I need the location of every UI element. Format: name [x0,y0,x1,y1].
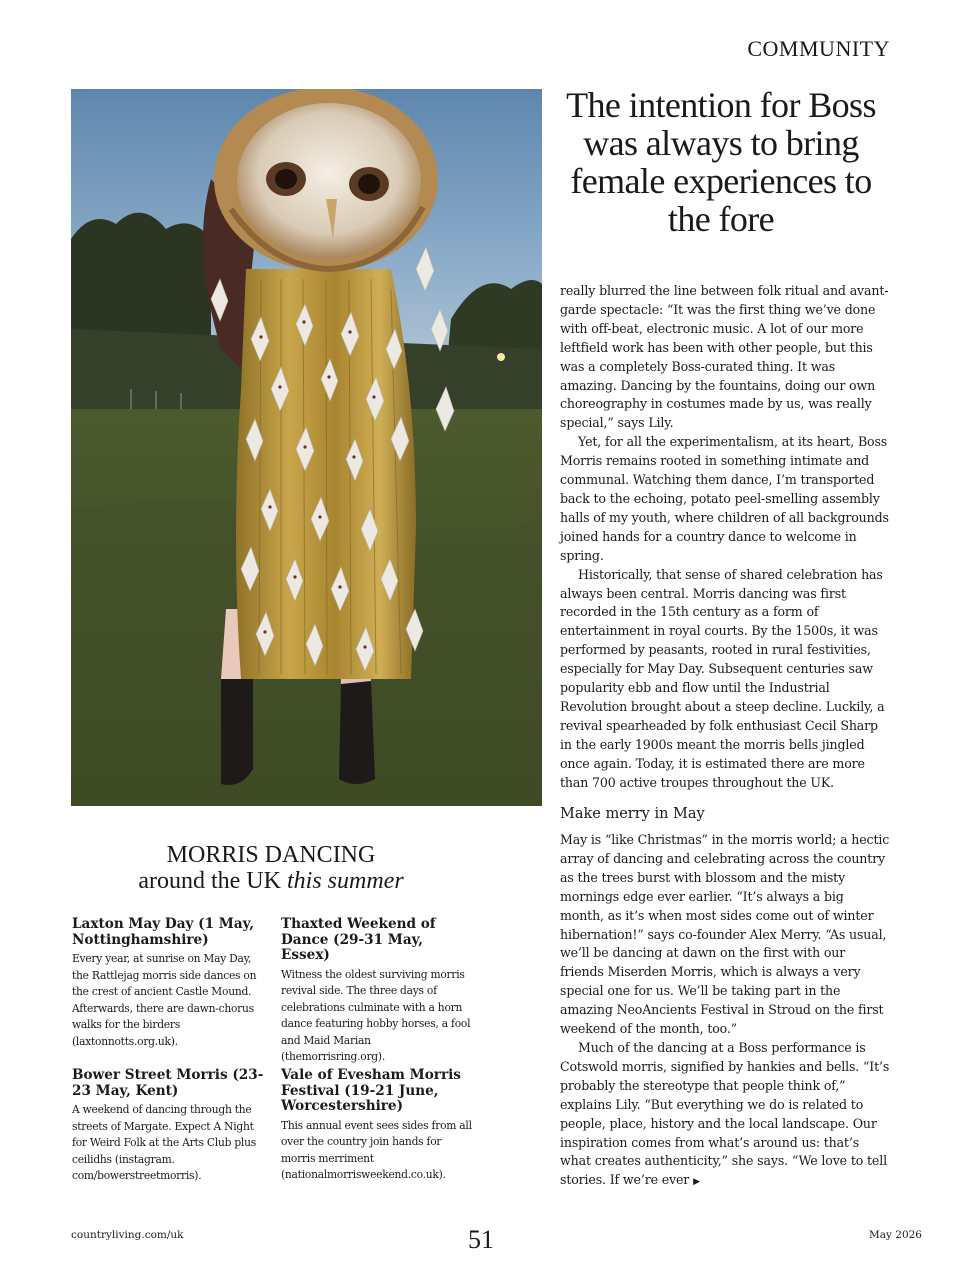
event-entry-laxton [72,917,264,1051]
footer-url[interactable]: countryliving.com/uk [71,1229,184,1241]
box-title [71,842,471,894]
article-paragraph: Yet, for all the experimentalism, at its heart, Boss Morris remains rooted in something intimate and communal. Watching them dance, I’m transported back to the echoing, potato peel-smelling assembly halls of my youth, where children of all backgrounds joined hands for a country dance to welcome in spring. [560,434,889,563]
article-paragraph: really blurred the line between folk ritual and avant-garde spectacle: “It was the first thing we’ve done with off-beat, electronic music. A lot of our more leftfield work has been with other people, but this was a completely Boss-curated thing. It was amazing. Dancing by the fountains, doing our own choreography in costumes made by us, was really special,” says Lily. [560,283,889,431]
event-text: Every year, at sunrise on May Day, the Rattlejag morris side dances on the crest of ancient Castle Mound. Afterwards, there are dawn-chorus walks for the birders (laxtonnotts.org.uk). [72,952,257,1048]
event-title: Vale of Evesham Morris Festival (19-21 June, Worcestershire) [281,1067,461,1114]
event-entry-thaxted [281,917,473,1066]
article-paragraph-continued [560,1039,890,1192]
page-number: 51 [468,1225,494,1254]
event-entry-evesham [281,1068,473,1184]
article-paragraph: May is “like Christmas” in the morris world; a hectic array of dancing and celebrating across the country as the trees burst with blossom and the misty mornings edge ever earlier. “It’s always a big month, as it’s when most sides come out of winter hibernation!” says co-founder Alex Merry. “As usual, we’ll be dancing at dawn on the first with our friends Miserden Morris, which is always a very special one for us. We’ll be taking part in the amazing NeoAncients Festival in Stroud on the first weekend of the month, too.” [560,832,890,1037]
article-column-b [560,831,890,1192]
box-title-italic: this summer [286,868,404,894]
event-entry-bower-street [72,1068,264,1185]
box-title-line1: MORRIS DANCING [166,842,376,868]
event-title: Bower Street Morris (23-23 May, Kent) [72,1067,264,1099]
event-text: This annual event sees sides from all over the country join hands for morris merriment (nationalmorrisweekend.co.uk). [281,1118,472,1182]
event-text: Witness the oldest surviving morris revival side. The three days of celebrations culminate with a horn dance featuring hobby horses, a fool and Maid Marian (themorrisring.org). [281,967,471,1064]
article-column-a [560,282,890,792]
article-paragraph: Historically, that sense of shared celebration has always been central. Morris dancing was first recorded in the 15th century as a form of entertainment in royal courts. By the 1500s, it was performed by peasants, rooted in rural festivities, especially for May Day. Subsequent centuries saw popularity ebb and flow until the Industrial Revolution brought about a steep decline. Luckily, a revival spearheaded by folk enthusiast Cecil Sharp in the early 1900s meant the morris bells jingled once again. Today, it is estimated there are more than 700 active troupes throughout the UK. [560,566,885,790]
pull-quote: The intention for Boss was always to bring female experiences to the fore [566,85,876,239]
footer-date: May 2026 [868,1229,922,1241]
section-tag: COMMUNITY [747,36,890,61]
article-subhead: Make merry in May [560,806,705,822]
owl-costume-photo [71,89,542,806]
article-paragraph-text: Much of the dancing at a Boss performance is Cotswold morris, signified by hankies and bells. “It’s probably the stereotype that people think of,” explains Lily. “But everything we do is related to people, place, history and the local landscape. Our inspiration comes from what’s around us: that’s what creates authenticity,” she says. “We love to tell stories. If we’re ever [560,1039,890,1188]
event-title: Laxton May Day (1 May, Nottinghamshire) [72,916,254,948]
box-title-line2: around the UK [138,868,281,894]
continue-arrow-icon: ▶ [693,1177,700,1188]
event-title: Thaxted Weekend of Dance (29-31 May, Essex) [281,916,436,963]
event-text: A weekend of dancing through the streets of Margate. Expect A Night for Weird Folk at the Arts Club plus ceilidhs (instagram. com/bowerstreetmorris). [72,1103,256,1183]
